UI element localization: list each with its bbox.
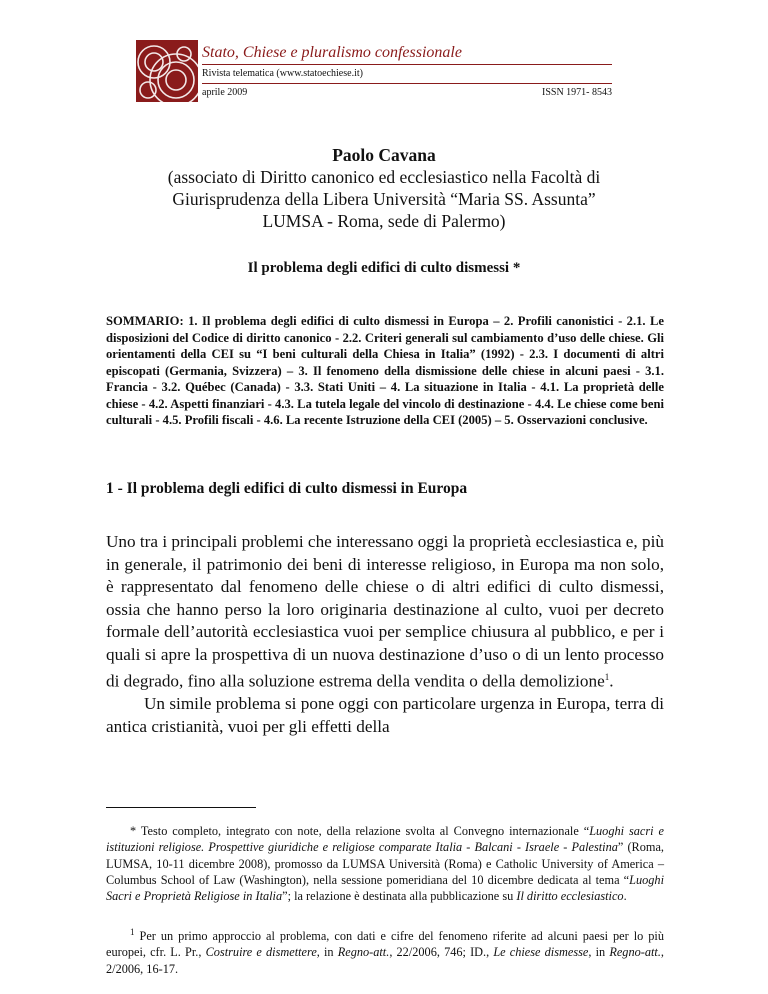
footnote-text: Per un primo approccio al problema, con dati e cifre del fenomeno riferite ad alcuni paesi per lo più europei, cfr. L. Pr., (106, 929, 664, 960)
footnote-text-italic: Luoghi sacri e istituzioni religiose. Prospettive giuridiche e religiose comparate Italia - Balcani - Israele - Palestina (106, 824, 664, 855)
author-affiliation-line: LUMSA - Roma, sede di Palermo) (262, 211, 506, 231)
body-text (106, 531, 664, 738)
footnote-text-italic: Regno-att. (337, 945, 390, 960)
section-heading: 1 - Il problema degli edifici di culto dismessi in Europa (106, 480, 468, 497)
body-paragraph (106, 531, 664, 693)
footnote-text-italic: Luoghi Sacri e Proprietà Religiose in Italia (106, 872, 664, 904)
journal-header (136, 40, 612, 102)
author-affiliation-line: Giurisprudenza della Libera Università “Maria SS. Assunta” (172, 189, 596, 209)
footnote-text: ”; la relazione è destinata alla pubblicazione su (282, 889, 517, 904)
footnote-text-italic: Le chiese dismesse (493, 945, 589, 960)
journal-subtitle: Rivista telematica (www.statoechiese.it) (202, 68, 363, 79)
journal-title: Stato, Chiese e pluralismo confessionale (202, 44, 462, 61)
footnote-text: , 22/2006, 746; ID., (389, 945, 494, 960)
footnote-text: , 2/2006, 16-17. (106, 945, 664, 976)
footnote-text-italic: Regno-att. (609, 945, 661, 960)
author-name: Paolo Cavana (332, 145, 436, 165)
issue-date: aprile 2009 (202, 87, 248, 98)
footnote-ref[interactable]: 1 (604, 672, 610, 682)
author-block (120, 144, 648, 232)
author-affiliation-line: (associato di Diritto canonico ed ecclesiastico nella Facoltà di (167, 167, 601, 187)
paragraph-text: Uno tra i principali problemi che interessano oggi la proprietà ecclesiastica e, più in generale, il patrimonio dei beni di interesse religioso, in Europa ma non solo, è rappresentato dal fenomeno delle chiese o di altri edifici di culto dismessi, ossia che hanno perso la loro originaria destinazione al culto, vuoi per decreto formale dell’autorità ecclesiastica vuoi per semplice chiusura al pubblico, e per i quali si apre la prospettiva di un nuova destinazione d’uso o di un lento processo di degrado, fino alla soluzione estrema della vendita o della demolizione (106, 532, 664, 691)
paragraph-text: . (609, 671, 614, 691)
footnote-text: , in (316, 945, 338, 960)
header-divider (202, 64, 612, 65)
body-paragraph: Un simile problema si pone oggi con particolare urgenza in Europa, terra di antica cristianità, vuoi per gli effetti della (106, 694, 664, 736)
header-divider (202, 83, 612, 84)
footnote-star (106, 823, 664, 904)
footnote-text: * Testo completo, integrato con note, della relazione svolta al Convegno internazionale “ (130, 824, 590, 838)
footnote-text-italic: Costruire e dismettere (205, 945, 317, 960)
footnote-number: 1 (130, 927, 135, 937)
paper-title: Il problema degli edifici di culto dismessi * (247, 260, 521, 276)
footnote-divider (106, 807, 256, 808)
summary: SOMMARIO: 1. Il problema degli edifici di culto dismessi in Europa – 2. Profili canonistici - 2.1. Le disposizioni del Codice di diritto canonico - 2.2. Criteri generali sul cambiamento d’uso delle chiese. Gli orientamenti della CEI su “I beni culturali della Chiesa in Italia” (1992) - 2.3. I documenti di altri episcopati (Germania, Svizzera) – 3. Il fenomeno della dismissione delle chiese in alcuni paesi - 3.1. Francia - 3.2. Québec (Canada) - 3.3. Stati Uniti – 4. La situazione in Italia - 4.1. La proprietà delle chiese - 4.2. Aspetti finanziari - 4.3. La tutela legale del vincolo di destinazione - 4.4. Le chiese come beni culturali - 4.5. Profili fiscali - 4.6. La recente Istruzione della CEI (2005) – 5. Osservazioni conclusive. (106, 314, 664, 427)
footnote-text: ” (Roma, LUMSA, 10-11 dicembre 2008), promosso da LUMSA Università (Roma) e Catholic University of America – Columbus School of Law (Washington), nella sessione pomeridiana del 10 dicembre dedicata al tema “ (106, 840, 665, 887)
footnote-text: , in (588, 945, 610, 960)
footnote-text: . (623, 889, 627, 904)
footnote-1 (106, 924, 664, 977)
issn: ISSN 1971- 8543 (541, 87, 612, 98)
journal-logo-icon (136, 40, 198, 102)
footnote-text-italic: Il diritto ecclesiastico (516, 889, 624, 904)
